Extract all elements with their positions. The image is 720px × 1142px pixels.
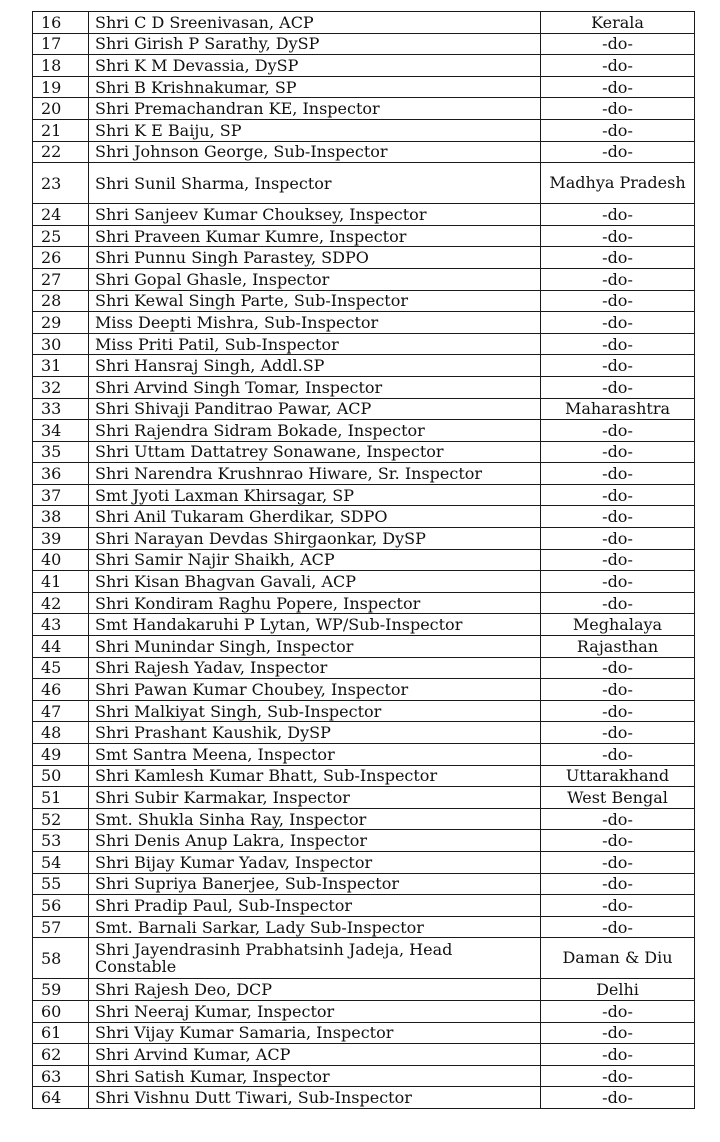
table-row bbox=[33, 679, 695, 701]
table-row bbox=[33, 484, 695, 506]
table-body bbox=[33, 12, 695, 1109]
serial-number-cell: 33 bbox=[33, 398, 89, 420]
officer-name-cell: Shri B Krishnakumar, SP bbox=[89, 76, 541, 98]
officer-name-cell: Smt. Shukla Sinha Ray, Inspector bbox=[89, 808, 541, 830]
state-cell: -do- bbox=[541, 119, 695, 141]
table-row bbox=[33, 312, 695, 334]
officer-name-cell: Shri Hansraj Singh, Addl.SP bbox=[89, 355, 541, 377]
state-cell: -do- bbox=[541, 333, 695, 355]
serial-number-cell: 21 bbox=[33, 119, 89, 141]
officer-name-cell: Shri Jayendrasinh Prabhatsinh Jadeja, Head Constable bbox=[89, 938, 541, 979]
officer-name-cell: Shri Malkiyat Singh, Sub-Inspector bbox=[89, 700, 541, 722]
officer-name-cell: Shri Rajesh Yadav, Inspector bbox=[89, 657, 541, 679]
serial-number-cell: 44 bbox=[33, 636, 89, 658]
serial-number-cell: 18 bbox=[33, 55, 89, 77]
state-cell: West Bengal bbox=[541, 787, 695, 809]
table-row bbox=[33, 1087, 695, 1109]
state-cell: Daman & Diu bbox=[541, 938, 695, 979]
state-cell: -do- bbox=[541, 1065, 695, 1087]
officer-name-cell: Shri Uttam Dattatrey Sonawane, Inspector bbox=[89, 441, 541, 463]
serial-number-cell: 34 bbox=[33, 420, 89, 442]
serial-number-cell: 36 bbox=[33, 463, 89, 485]
table-row bbox=[33, 851, 695, 873]
state-cell: -do- bbox=[541, 528, 695, 550]
state-cell: -do- bbox=[541, 484, 695, 506]
officer-name-cell: Shri Bijay Kumar Yadav, Inspector bbox=[89, 851, 541, 873]
officer-name-cell: Shri Narayan Devdas Shirgaonkar, DySP bbox=[89, 528, 541, 550]
officer-name-cell: Shri Vishnu Dutt Tiwari, Sub-Inspector bbox=[89, 1087, 541, 1109]
state-cell: -do- bbox=[541, 312, 695, 334]
officer-name-cell: Miss Priti Patil, Sub-Inspector bbox=[89, 333, 541, 355]
officer-name-cell: Shri Denis Anup Lakra, Inspector bbox=[89, 830, 541, 852]
table-row bbox=[33, 163, 695, 204]
serial-number-cell: 46 bbox=[33, 679, 89, 701]
serial-number-cell: 45 bbox=[33, 657, 89, 679]
officer-name-cell: Smt. Barnali Sarkar, Lady Sub-Inspector bbox=[89, 916, 541, 938]
table-row bbox=[33, 1022, 695, 1044]
table-row bbox=[33, 441, 695, 463]
officer-name-cell: Shri Arvind Singh Tomar, Inspector bbox=[89, 376, 541, 398]
serial-number-cell: 53 bbox=[33, 830, 89, 852]
serial-number-cell: 20 bbox=[33, 98, 89, 120]
officer-name-cell: Shri Praveen Kumar Kumre, Inspector bbox=[89, 225, 541, 247]
officer-name-cell: Shri Pawan Kumar Choubey, Inspector bbox=[89, 679, 541, 701]
state-cell: -do- bbox=[541, 290, 695, 312]
table-row bbox=[33, 592, 695, 614]
table-row bbox=[33, 398, 695, 420]
table-row bbox=[33, 744, 695, 766]
serial-number-cell: 41 bbox=[33, 571, 89, 593]
serial-number-cell: 17 bbox=[33, 33, 89, 55]
officer-name-cell: Shri Pradip Paul, Sub-Inspector bbox=[89, 895, 541, 917]
state-cell: -do- bbox=[541, 376, 695, 398]
state-cell: -do- bbox=[541, 98, 695, 120]
serial-number-cell: 30 bbox=[33, 333, 89, 355]
serial-number-cell: 42 bbox=[33, 592, 89, 614]
state-cell: -do- bbox=[541, 463, 695, 485]
state-cell: -do- bbox=[541, 916, 695, 938]
serial-number-cell: 28 bbox=[33, 290, 89, 312]
serial-number-cell: 60 bbox=[33, 1000, 89, 1022]
state-cell: -do- bbox=[541, 141, 695, 163]
state-cell: -do- bbox=[541, 1044, 695, 1066]
state-cell: Uttarakhand bbox=[541, 765, 695, 787]
state-cell: -do- bbox=[541, 873, 695, 895]
state-cell: -do- bbox=[541, 441, 695, 463]
table-row bbox=[33, 873, 695, 895]
state-cell: -do- bbox=[541, 744, 695, 766]
officer-name-cell: Miss Deepti Mishra, Sub-Inspector bbox=[89, 312, 541, 334]
table-row bbox=[33, 333, 695, 355]
officer-name-cell: Shri Vijay Kumar Samaria, Inspector bbox=[89, 1022, 541, 1044]
table-row bbox=[33, 528, 695, 550]
table-row bbox=[33, 355, 695, 377]
state-cell: -do- bbox=[541, 420, 695, 442]
serial-number-cell: 50 bbox=[33, 765, 89, 787]
officer-name-cell: Shri Prashant Kaushik, DySP bbox=[89, 722, 541, 744]
table-row bbox=[33, 916, 695, 938]
serial-number-cell: 31 bbox=[33, 355, 89, 377]
state-cell: -do- bbox=[541, 33, 695, 55]
table-row bbox=[33, 268, 695, 290]
serial-number-cell: 51 bbox=[33, 787, 89, 809]
state-cell: -do- bbox=[541, 830, 695, 852]
serial-number-cell: 58 bbox=[33, 938, 89, 979]
serial-number-cell: 24 bbox=[33, 204, 89, 226]
officer-name-cell: Shri Rajesh Deo, DCP bbox=[89, 979, 541, 1001]
table-row bbox=[33, 290, 695, 312]
officer-name-cell: Shri Shivaji Panditrao Pawar, ACP bbox=[89, 398, 541, 420]
officer-name-cell: Shri Arvind Kumar, ACP bbox=[89, 1044, 541, 1066]
officer-name-cell: Smt Jyoti Laxman Khirsagar, SP bbox=[89, 484, 541, 506]
officer-name-cell: Shri C D Sreenivasan, ACP bbox=[89, 12, 541, 34]
serial-number-cell: 27 bbox=[33, 268, 89, 290]
table-row bbox=[33, 463, 695, 485]
serial-number-cell: 25 bbox=[33, 225, 89, 247]
state-cell: -do- bbox=[541, 204, 695, 226]
state-cell: -do- bbox=[541, 895, 695, 917]
officer-name-cell: Shri Girish P Sarathy, DySP bbox=[89, 33, 541, 55]
serial-number-cell: 23 bbox=[33, 163, 89, 204]
serial-number-cell: 59 bbox=[33, 979, 89, 1001]
table-row bbox=[33, 614, 695, 636]
serial-number-cell: 22 bbox=[33, 141, 89, 163]
table-row bbox=[33, 1000, 695, 1022]
state-cell: -do- bbox=[541, 851, 695, 873]
state-cell: -do- bbox=[541, 225, 695, 247]
state-cell: -do- bbox=[541, 549, 695, 571]
serial-number-cell: 19 bbox=[33, 76, 89, 98]
table-row bbox=[33, 204, 695, 226]
serial-number-cell: 64 bbox=[33, 1087, 89, 1109]
serial-number-cell: 39 bbox=[33, 528, 89, 550]
officer-name-cell: Shri Johnson George, Sub-Inspector bbox=[89, 141, 541, 163]
officer-name-cell: Shri Munindar Singh, Inspector bbox=[89, 636, 541, 658]
serial-number-cell: 47 bbox=[33, 700, 89, 722]
table-row bbox=[33, 76, 695, 98]
table-row bbox=[33, 830, 695, 852]
officer-name-cell: Shri Kondiram Raghu Popere, Inspector bbox=[89, 592, 541, 614]
serial-number-cell: 37 bbox=[33, 484, 89, 506]
serial-number-cell: 48 bbox=[33, 722, 89, 744]
state-cell: -do- bbox=[541, 1022, 695, 1044]
officer-name-cell: Shri Sanjeev Kumar Chouksey, Inspector bbox=[89, 204, 541, 226]
officer-name-cell: Shri Punnu Singh Parastey, SDPO bbox=[89, 247, 541, 269]
state-cell: -do- bbox=[541, 1000, 695, 1022]
table-row bbox=[33, 1044, 695, 1066]
state-cell: -do- bbox=[541, 808, 695, 830]
state-cell: -do- bbox=[541, 55, 695, 77]
officer-name-cell: Shri Kewal Singh Parte, Sub-Inspector bbox=[89, 290, 541, 312]
serial-number-cell: 26 bbox=[33, 247, 89, 269]
table-row bbox=[33, 420, 695, 442]
officer-name-cell: Shri Samir Najir Shaikh, ACP bbox=[89, 549, 541, 571]
serial-number-cell: 38 bbox=[33, 506, 89, 528]
serial-number-cell: 56 bbox=[33, 895, 89, 917]
state-cell: Rajasthan bbox=[541, 636, 695, 658]
officer-name-cell: Shri Supriya Banerjee, Sub-Inspector bbox=[89, 873, 541, 895]
table-row bbox=[33, 787, 695, 809]
state-cell: Kerala bbox=[541, 12, 695, 34]
serial-number-cell: 63 bbox=[33, 1065, 89, 1087]
state-cell: -do- bbox=[541, 247, 695, 269]
officer-name-cell: Smt Santra Meena, Inspector bbox=[89, 744, 541, 766]
serial-number-cell: 55 bbox=[33, 873, 89, 895]
table-row bbox=[33, 12, 695, 34]
state-cell: -do- bbox=[541, 679, 695, 701]
table-row bbox=[33, 1065, 695, 1087]
table-row bbox=[33, 765, 695, 787]
table-row bbox=[33, 549, 695, 571]
serial-number-cell: 52 bbox=[33, 808, 89, 830]
table-row bbox=[33, 119, 695, 141]
table-row bbox=[33, 33, 695, 55]
state-cell: -do- bbox=[541, 700, 695, 722]
table-row bbox=[33, 506, 695, 528]
table-row bbox=[33, 376, 695, 398]
serial-number-cell: 61 bbox=[33, 1022, 89, 1044]
state-cell: -do- bbox=[541, 722, 695, 744]
state-cell: -do- bbox=[541, 76, 695, 98]
serial-number-cell: 16 bbox=[33, 12, 89, 34]
state-cell: -do- bbox=[541, 506, 695, 528]
serial-number-cell: 49 bbox=[33, 744, 89, 766]
serial-number-cell: 57 bbox=[33, 916, 89, 938]
state-cell: -do- bbox=[541, 571, 695, 593]
serial-number-cell: 62 bbox=[33, 1044, 89, 1066]
state-cell: -do- bbox=[541, 657, 695, 679]
table-row bbox=[33, 657, 695, 679]
officer-name-cell: Shri Premachandran KE, Inspector bbox=[89, 98, 541, 120]
table-row bbox=[33, 55, 695, 77]
table-row bbox=[33, 98, 695, 120]
serial-number-cell: 40 bbox=[33, 549, 89, 571]
officer-name-cell: Shri K E Baiju, SP bbox=[89, 119, 541, 141]
table-row bbox=[33, 808, 695, 830]
state-cell: -do- bbox=[541, 268, 695, 290]
table-row bbox=[33, 938, 695, 979]
officer-name-cell: Shri Narendra Krushnrao Hiware, Sr. Inspector bbox=[89, 463, 541, 485]
state-cell: -do- bbox=[541, 1087, 695, 1109]
state-cell: -do- bbox=[541, 592, 695, 614]
officer-name-cell: Shri Sunil Sharma, Inspector bbox=[89, 163, 541, 204]
table-row bbox=[33, 571, 695, 593]
state-cell: Meghalaya bbox=[541, 614, 695, 636]
serial-number-cell: 32 bbox=[33, 376, 89, 398]
officer-name-cell: Shri Neeraj Kumar, Inspector bbox=[89, 1000, 541, 1022]
officer-name-cell: Shri K M Devassia, DySP bbox=[89, 55, 541, 77]
officer-name-cell: Smt Handakaruhi P Lytan, WP/Sub-Inspector bbox=[89, 614, 541, 636]
serial-number-cell: 29 bbox=[33, 312, 89, 334]
officer-name-cell: Shri Subir Karmakar, Inspector bbox=[89, 787, 541, 809]
table-row bbox=[33, 247, 695, 269]
state-cell: Madhya Pradesh bbox=[541, 163, 695, 204]
state-cell: Maharashtra bbox=[541, 398, 695, 420]
table-row bbox=[33, 636, 695, 658]
officer-name-cell: Shri Rajendra Sidram Bokade, Inspector bbox=[89, 420, 541, 442]
officer-name-cell: Shri Gopal Ghasle, Inspector bbox=[89, 268, 541, 290]
table-row bbox=[33, 895, 695, 917]
table-row bbox=[33, 141, 695, 163]
serial-number-cell: 35 bbox=[33, 441, 89, 463]
table-row bbox=[33, 700, 695, 722]
table-row bbox=[33, 722, 695, 744]
officer-name-cell: Shri Anil Tukaram Gherdikar, SDPO bbox=[89, 506, 541, 528]
table-row bbox=[33, 979, 695, 1001]
officer-name-cell: Shri Satish Kumar, Inspector bbox=[89, 1065, 541, 1087]
officer-name-cell: Shri Kamlesh Kumar Bhatt, Sub-Inspector bbox=[89, 765, 541, 787]
officer-name-cell: Shri Kisan Bhagvan Gavali, ACP bbox=[89, 571, 541, 593]
serial-number-cell: 54 bbox=[33, 851, 89, 873]
awardees-table bbox=[32, 11, 695, 1109]
state-cell: Delhi bbox=[541, 979, 695, 1001]
serial-number-cell: 43 bbox=[33, 614, 89, 636]
state-cell: -do- bbox=[541, 355, 695, 377]
table-row bbox=[33, 225, 695, 247]
